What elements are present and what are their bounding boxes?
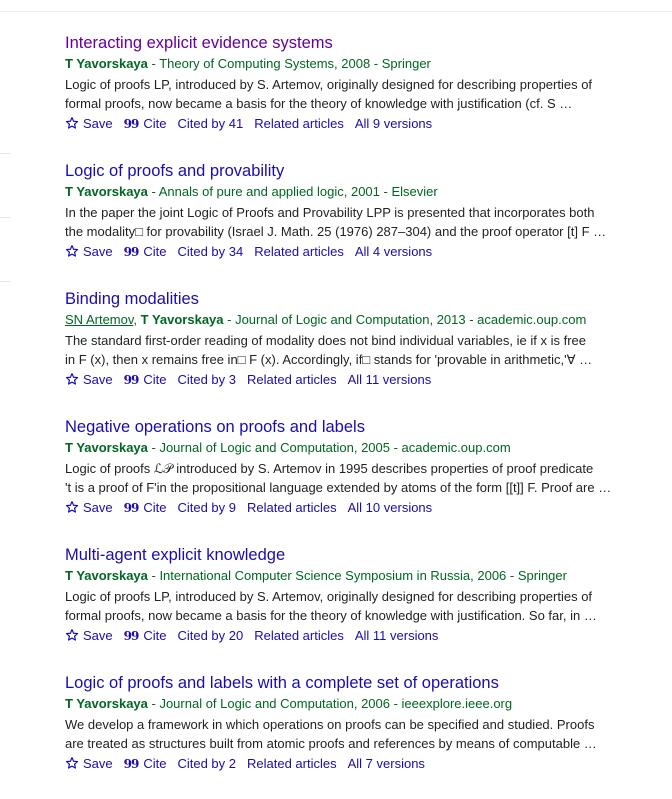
result-actions — [65, 499, 625, 517]
save-label: Save — [83, 372, 113, 387]
save-button[interactable] — [65, 499, 113, 517]
result-snippet — [65, 203, 617, 241]
result-meta — [65, 311, 625, 329]
cite-button[interactable] — [124, 115, 167, 133]
author-name: T Yavorskaya — [65, 568, 148, 583]
cite-label: Cite — [143, 628, 167, 643]
search-result — [65, 31, 625, 159]
snippet-line: In the paper the joint Logic of Proofs and Provability LPP is presented that incorporates both — [65, 205, 595, 220]
quote-icon: 99 — [123, 757, 139, 771]
related-articles-link[interactable]: Related articles — [247, 500, 337, 515]
cite-button[interactable] — [124, 243, 167, 261]
result-actions — [65, 755, 625, 773]
result-meta — [65, 567, 625, 585]
cited-by-link[interactable]: Cited by 41 — [177, 116, 244, 131]
all-versions-link[interactable]: All 11 versions — [354, 628, 439, 643]
result-snippet — [65, 715, 617, 753]
search-result — [65, 287, 625, 415]
cite-button[interactable] — [124, 627, 167, 645]
quote-icon: 99 — [123, 117, 139, 131]
save-button[interactable] — [65, 755, 113, 773]
result-meta — [65, 439, 625, 457]
cite-label: Cite — [143, 756, 167, 771]
snippet-line: in F (x), then x remains free in□ F (x). Accordingly, if□ stands for 'provable in arithmetic,'∀ … — [65, 352, 593, 367]
cite-label: Cite — [143, 244, 167, 259]
cite-label: Cite — [143, 500, 167, 515]
quote-icon: 99 — [123, 629, 139, 643]
edge-divider — [0, 153, 10, 154]
result-actions — [65, 243, 625, 261]
snippet-line: formal proofs, now became a basis for the theory of knowledge with justification. So far, in … — [65, 608, 597, 623]
edge-divider — [0, 217, 10, 218]
star-icon — [65, 500, 83, 515]
snippet-line: Logic of proofs LP, introduced by S. Artemov, originally designed for describing properties of — [65, 589, 593, 604]
star-icon — [65, 116, 83, 131]
result-title-link[interactable]: Negative operations on proofs and labels — [65, 418, 365, 436]
author-name: T Yavorskaya — [65, 184, 148, 199]
top-divider — [0, 11, 672, 12]
author-link[interactable]: SN Artemov — [65, 312, 134, 327]
save-button[interactable] — [65, 371, 113, 389]
all-versions-link[interactable]: All 7 versions — [347, 756, 425, 771]
snippet-line: are treated as structures built from atomic proofs and references by means of computable … — [65, 736, 597, 751]
save-label: Save — [83, 756, 113, 771]
publication-source: - Journal of Logic and Computation, 2005 - academic.oup.com — [147, 440, 511, 455]
cite-button[interactable] — [124, 755, 167, 773]
cite-button[interactable] — [124, 499, 167, 517]
snippet-line: Logic of proofs ℒ𝒫 introduced by S. Artemov in 1995 describes properties of proof predicate — [65, 461, 594, 476]
snippet-line: formal proofs, now became a basis for the theory of knowledge with justification (cf. S … — [65, 96, 573, 111]
star-icon — [65, 628, 83, 643]
save-label: Save — [83, 628, 113, 643]
author-separator: , — [133, 312, 141, 327]
snippet-line: Logic of proofs LP, introduced by S. Artemov, originally designed for describing properties of — [65, 77, 593, 92]
related-articles-link[interactable]: Related articles — [247, 372, 337, 387]
quote-icon: 99 — [123, 373, 139, 387]
all-versions-link[interactable]: All 4 versions — [354, 244, 433, 259]
quote-icon: 99 — [123, 245, 139, 259]
cited-by-link[interactable]: Cited by 34 — [177, 244, 244, 259]
save-button[interactable] — [65, 115, 113, 133]
snippet-line: 't is a proof of F'in the propositional language extended by atoms of the form [[t]] F. Proof are … — [65, 480, 612, 495]
cite-label: Cite — [143, 116, 167, 131]
all-versions-link[interactable]: All 10 versions — [347, 500, 433, 515]
search-result — [65, 671, 625, 799]
result-title-link[interactable]: Multi-agent explicit knowledge — [65, 546, 286, 564]
publication-source: - Journal of Logic and Computation, 2013 - academic.oup.com — [223, 312, 587, 327]
author-name: T Yavorskaya — [65, 440, 148, 455]
search-result — [65, 159, 625, 287]
result-title-link[interactable]: Logic of proofs and labels with a complete set of operations — [65, 674, 499, 692]
save-label: Save — [83, 500, 113, 515]
cite-button[interactable] — [124, 371, 167, 389]
save-label: Save — [83, 116, 113, 131]
result-meta — [65, 55, 625, 73]
related-articles-link[interactable]: Related articles — [247, 756, 337, 771]
result-meta — [65, 183, 625, 201]
result-title-link[interactable]: Binding modalities — [65, 290, 199, 308]
snippet-line: We develop a framework in which operations on proofs can be specified and studied. Proofs — [65, 717, 595, 732]
result-title-link[interactable]: Interacting explicit evidence systems — [65, 34, 333, 52]
publication-source: - Journal of Logic and Computation, 2006 - ieeexplore.ieee.org — [147, 696, 513, 711]
result-snippet — [65, 75, 617, 113]
result-meta — [65, 695, 625, 713]
related-articles-link[interactable]: Related articles — [254, 116, 344, 131]
star-icon — [65, 756, 83, 771]
star-icon — [65, 372, 83, 387]
publication-source: - Theory of Computing Systems, 2008 - Springer — [147, 56, 431, 71]
cited-by-link[interactable]: Cited by 9 — [177, 500, 237, 515]
result-title-link[interactable]: Logic of proofs and provability — [65, 162, 285, 180]
related-articles-link[interactable]: Related articles — [254, 244, 344, 259]
save-button[interactable] — [65, 243, 113, 261]
quote-icon: 99 — [123, 501, 139, 515]
related-articles-link[interactable]: Related articles — [254, 628, 344, 643]
all-versions-link[interactable]: All 11 versions — [347, 372, 432, 387]
edge-divider — [0, 281, 10, 282]
result-snippet — [65, 331, 617, 369]
search-result — [65, 415, 625, 543]
cited-by-link[interactable]: Cited by 2 — [177, 756, 237, 771]
cited-by-link[interactable]: Cited by 20 — [177, 628, 244, 643]
result-snippet — [65, 587, 617, 625]
author-name: T Yavorskaya — [65, 56, 148, 71]
save-button[interactable] — [65, 627, 113, 645]
publication-source: - International Computer Science Symposium in Russia, 2006 - Springer — [147, 568, 567, 583]
result-snippet — [65, 459, 617, 497]
star-icon — [65, 244, 83, 259]
result-actions — [65, 115, 625, 133]
all-versions-link[interactable]: All 9 versions — [354, 116, 433, 131]
cite-label: Cite — [143, 372, 167, 387]
publication-source: - Annals of pure and applied logic, 2001 - Elsevier — [147, 184, 438, 199]
result-actions — [65, 371, 625, 389]
snippet-line: The standard first-order reading of modality does not bind individual variables, ie if x is free — [65, 333, 586, 348]
cited-by-link[interactable]: Cited by 3 — [177, 372, 237, 387]
snippet-line: the modality□ for provability (Israel J. Math. 25 (1976) 287–304) and the proof operator [t] F … — [65, 224, 607, 239]
results-list — [65, 31, 625, 799]
result-actions — [65, 627, 625, 645]
author-name: T Yavorskaya — [65, 696, 148, 711]
save-label: Save — [83, 244, 113, 259]
search-result — [65, 543, 625, 671]
author-name: T Yavorskaya — [140, 312, 224, 327]
